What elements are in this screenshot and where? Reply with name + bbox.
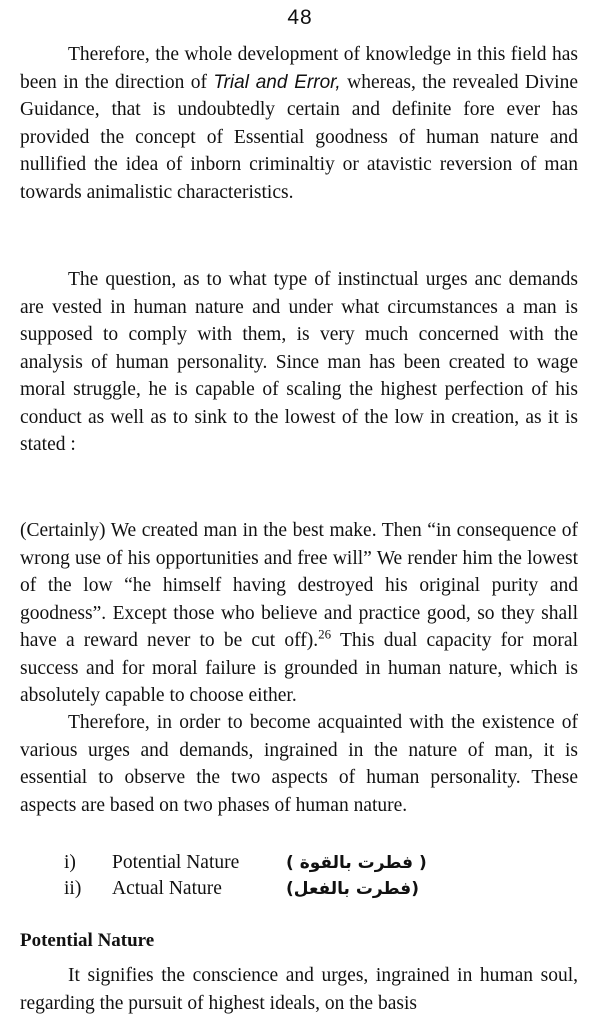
list-item-label: Potential Nature: [112, 852, 240, 873]
list-item-number: i): [64, 852, 76, 873]
paragraph-text: Therefore, the whole development of knowledge in this field has been in the direction of: [20, 44, 578, 93]
paragraph-text: whereas, the revealed Divine Guidance, that is undoubtedly certain and definite fore ever has provided the concept of Essential goodness of human nature and nullified the idea of inborn criminaltiy or atavistic reversion of man towards animalistic characteristics.: [20, 71, 579, 203]
list-item-arabic: ( فطرت بالقوة ): [286, 853, 427, 873]
quotation-text: (Certainly) We created man in the best make. Then “in consequence of wrong use of his opportunities and free will” We render him the lowest of the low “he himself having destroyed his original purity and goodness”. Except those who believe and practice good, so they shall have a reward never to be cut off).: [20, 520, 578, 651]
paragraph-potential-nature: It signifies the conscience and urges, ingrained in human soul, regarding the pursuit of highest ideals, on the basis: [20, 965, 578, 1014]
list-item-number: ii): [64, 878, 82, 899]
list-item: [64, 850, 427, 876]
list-item-arabic: (فطرت بالفعل): [286, 879, 419, 899]
paragraph-trial-and-error: [20, 41, 578, 206]
paragraph-text: This dual capacity for moral success and for moral failure is grounded in human nature, which is absolutely capable to choose either.: [20, 630, 578, 706]
paragraph-two-aspects: Therefore, in order to become acquainted with the existence of various urges and demands, ingrained in the nature of man, it is essential to observe the two aspects of human personality. These aspects are based on two phases of human nature.: [20, 712, 578, 816]
footnote-marker: 26: [318, 626, 332, 642]
section-heading: Potential Nature: [20, 930, 155, 951]
nature-list: [64, 850, 427, 902]
page-number: 48: [287, 6, 313, 29]
list-item-label: Actual Nature: [112, 878, 222, 899]
emphasis-trial-and-error: Trial and Error,: [213, 71, 341, 93]
list-item: [64, 876, 427, 902]
paragraph-instinctual-urges: The question, as to what type of instinctual urges anc demands are vested in human nature and under what circumstances a man is supposed to comply with them, is very much concerned with the analysis of human personality. Since man has been created to wage moral struggle, he is capable of scaling the highest perfection of his conduct as well as to sink to the lowest of the low in creation, as it is stated :: [20, 269, 578, 455]
paragraph-quotation: [20, 517, 578, 710]
